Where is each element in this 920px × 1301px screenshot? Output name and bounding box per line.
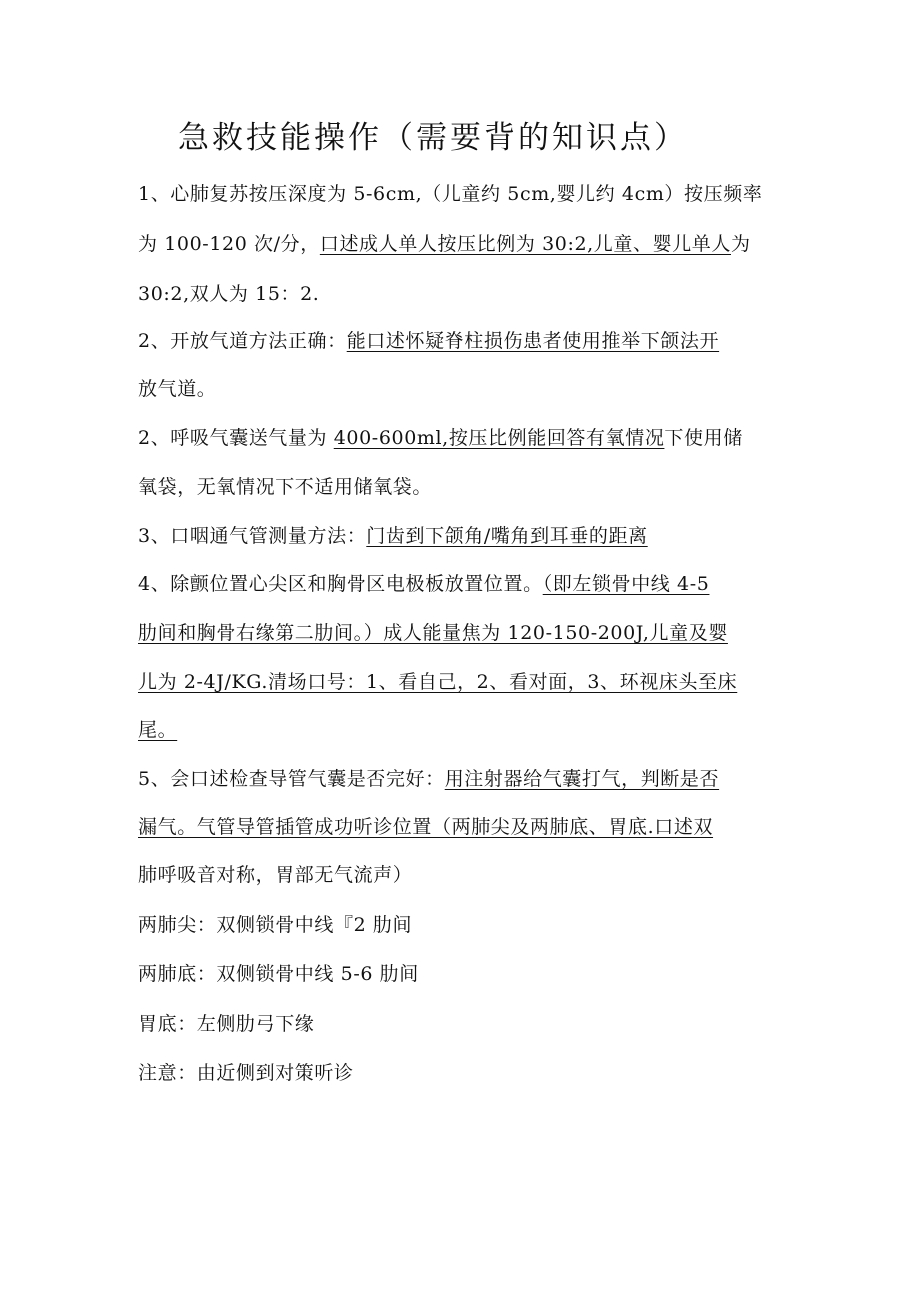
item-1-line-1: 1、心肺复苏按压深度为 5-6cm,（儿童约 5cm,婴儿约 4cm）按压频率 [138, 183, 763, 205]
item-6-underlined-text: 用注射器给气囊打气，判断是否 [444, 768, 720, 790]
item-1-line-2 [138, 231, 751, 257]
item-1-underlined-text: 口述成人单人按压比例为 30:2,儿童、婴儿单人 [319, 233, 731, 255]
item-3-lead: 2、呼吸气囊送气量为 [138, 427, 334, 449]
item-5-underlined-text: （即左锁骨中线 4-5 [542, 573, 710, 595]
item-4-underlined-text: 门齿到下颌角/嘴角到耳垂的距离 [366, 525, 648, 547]
item-5-lead: 4、除颤位置心尖区和胸骨区电极板放置位置。 [138, 573, 543, 595]
note-lung-apex: 两肺尖：双侧锁骨中线『2 肋间 [138, 914, 413, 936]
item-1-line-2-text: 为 100-120 次/分， [138, 233, 320, 255]
item-3-underlined-text: 400-600ml,按压比例能回答有氧情况 [333, 427, 665, 449]
item-5-line-3: 儿为 2-4J/KG.清场口号：1、看自己，2、看对面，3、环视床头至床 [138, 671, 738, 693]
note-lung-base: 两肺底：双侧锁骨中线 5-6 肋间 [138, 963, 419, 985]
item-5-line-2: 肋间和胸骨右缘第二肋间。）成人能量焦为 120-150-200J,儿童及婴 [138, 622, 728, 644]
item-3-line-1-tail: 下使用储 [664, 427, 743, 449]
item-1-line-2-tail: 为 [731, 233, 751, 255]
item-4-lead: 3、口咽通气管测量方法： [138, 525, 367, 547]
item-6-line-2: 漏气。气管导管插管成功听诊位置（两肺尖及两肺底、胃底.口述双 [138, 816, 714, 838]
item-4-line-1 [138, 523, 648, 549]
item-2-line-2: 放气道。 [138, 378, 217, 400]
item-5-line-1 [138, 571, 709, 597]
note-stomach-fundus: 胃底：左侧肋弓下缘 [138, 1013, 315, 1035]
item-2-lead: 2、开放气道方法正确： [138, 330, 347, 352]
item-5-line-4: 尾。 [138, 719, 178, 741]
item-6-lead: 5、会口述检查导管气囊是否完好： [138, 768, 445, 790]
item-3-line-1 [138, 425, 743, 451]
item-2-underlined-text: 能口述怀疑脊柱损伤患者使用推举下颌法开 [346, 330, 720, 352]
item-6-line-3: 肺呼吸音对称，胃部无气流声） [138, 864, 413, 886]
note-attention: 注意：由近侧到对策听诊 [138, 1062, 354, 1084]
item-3-line-2: 氧袋，无氧情况下不适用储氧袋。 [138, 476, 433, 498]
item-2-line-1 [138, 328, 719, 354]
document-title: 急救技能操作（需要背的知识点） [178, 120, 688, 156]
item-6-line-1 [138, 766, 719, 792]
item-1-line-3: 30:2,双人为 15：2. [138, 283, 320, 305]
